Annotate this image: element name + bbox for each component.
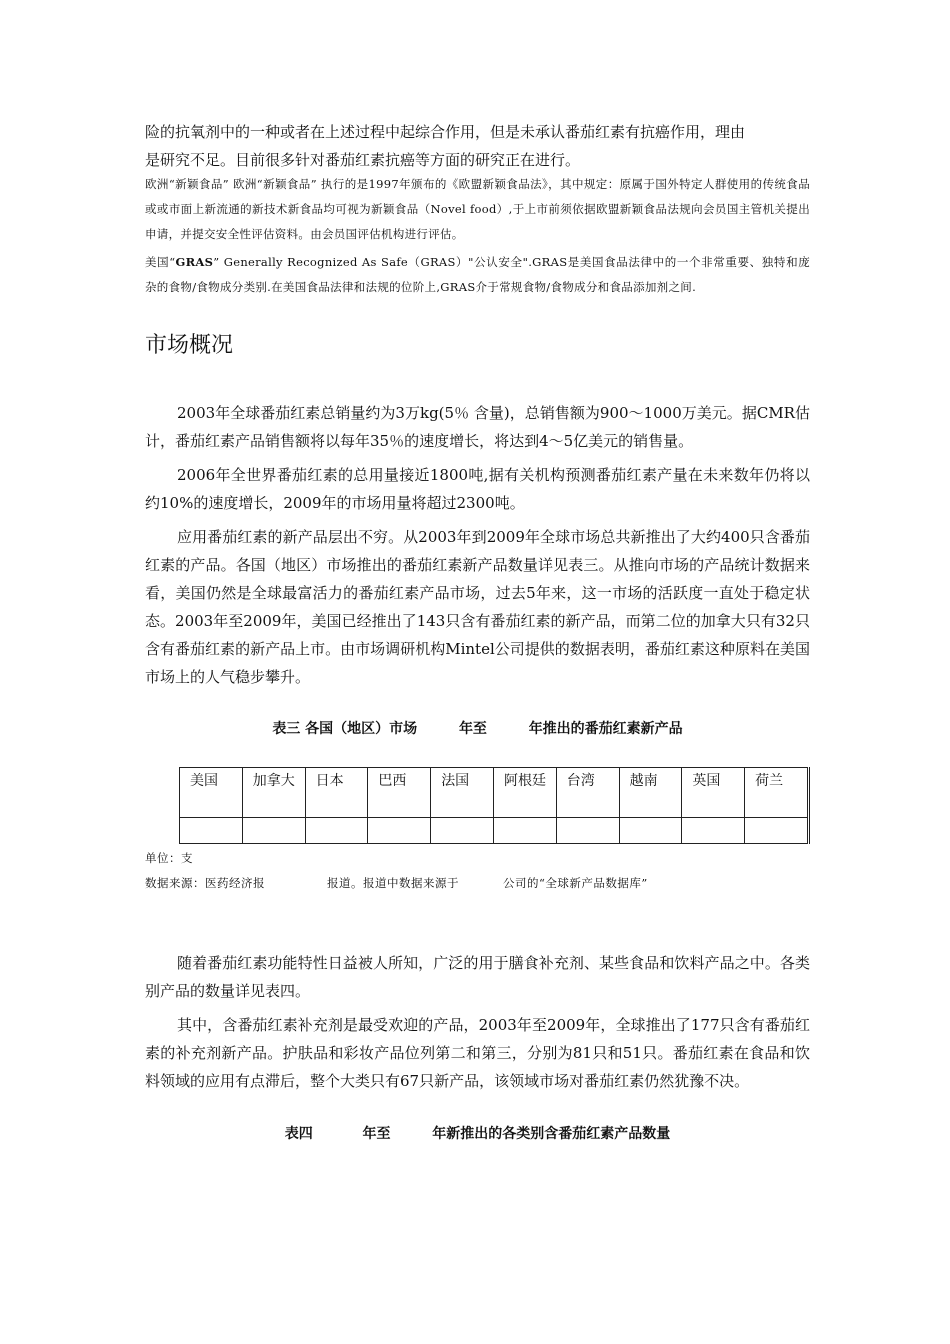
paragraph-supplements: 其中，含番茄红素补充剂是最受欢迎的产品，2003年至2009年，全球推出了177只含有番茄红素的补充剂新产品。护肤品和彩妆产品位列第二和第三，分别为81只和51只。番茄红素在食品和饮料领域的应用有点滞后，整个大类只有67只新产品，该领域市场对番茄红素仍然犹豫不决。 xyxy=(145,1016,810,1090)
table3-header-cell: 日本 xyxy=(305,768,368,818)
table3-header-cell: 加拿大 xyxy=(242,768,305,818)
table3-header-cell: 阿根廷 xyxy=(493,768,556,818)
table3-value-row xyxy=(180,818,809,844)
intro-line-2: 是研究不足。目前很多针对番茄红素抗癌等方面的研究正在进行。 xyxy=(145,151,581,169)
table3-value-cell xyxy=(305,818,368,844)
paragraph-categories: 随着番茄红素功能特性日益被人所知，广泛的用于膳食补充剂、某些食品和饮料产品之中。各类别产品的数量详见表四。 xyxy=(145,954,810,1000)
gras-prefix: 美国“ xyxy=(145,255,176,269)
table3-caption-b: 年至 xyxy=(458,721,487,737)
table3-source-a: 数据来源：医药经济报 xyxy=(145,876,265,890)
table3-value-cell xyxy=(431,818,494,844)
table3-unit: 单位：支 xyxy=(145,851,193,865)
table3-value-cell xyxy=(493,818,556,844)
table3-value-cell xyxy=(619,818,682,844)
table3-caption-a: 表三 各国（地区）市场 xyxy=(272,721,418,737)
table3-value-cell xyxy=(745,818,809,844)
table3-header-cell: 法国 xyxy=(431,768,494,818)
table3-caption-c: 年推出的番茄红素新产品 xyxy=(528,721,683,737)
table3-header-cell: 巴西 xyxy=(368,768,431,818)
table3-header-cell: 美国 xyxy=(180,768,243,818)
table3-header-cell: 英国 xyxy=(682,768,745,818)
table3-value-cell xyxy=(368,818,431,844)
table3-value-cell xyxy=(242,818,305,844)
intro-line-1: 险的抗氧剂中的一种或者在上述过程中起综合作用，但是未承认番茄红素有抗癌作用，理由 xyxy=(145,123,746,141)
table3-caption xyxy=(145,718,810,738)
paragraph-sales: 2003年全球番茄红素总销量约为3万kg(5％ 含量)，总销售额为900～1000万美元。据CMR估计，番茄红素产品销售额将以每年35％的速度增长，将达到4～5亿美元的销售量。 xyxy=(145,404,810,450)
table3-header-cell: 越南 xyxy=(619,768,682,818)
gras-bold: GRAS xyxy=(175,255,214,269)
table4-caption-a: 表四 xyxy=(284,1126,313,1142)
section-heading: 市场概况 xyxy=(145,333,234,358)
document-page xyxy=(145,118,810,1143)
table4-caption-c: 年新推出的各类别含番茄红素产品数量 xyxy=(432,1126,671,1142)
table4-caption xyxy=(145,1123,810,1143)
note-gras xyxy=(145,250,810,300)
paragraph-usage: 2006年全世界番茄红素的总用量接近1800吨,据有关机构预测番茄红素产量在未来数年仍将以约10%的速度增长，2009年的市场用量将超过2300吨。 xyxy=(145,466,810,512)
paragraph-new-products: 应用番茄红素的新产品层出不穷。从2003年到2009年全球市场总共新推出了大约400只含番茄红素的产品。各国（地区）市场推出的番茄红素新产品数量详见表三。从推向市场的产品统计数据来看，美国仍然是全球最富活力的番茄红素产品市场，过去5年来，这一市场的活跃度一直处于稳定状态。2003年至2009年，美国已经推出了143只含有番茄红素的新产品，而第二位的加拿大只有32只含有番茄红素的新产品上市。由市场调研机构Mintel公司提供的数据表明，番茄红素这种原料在美国市场上的人气稳步攀升。 xyxy=(145,528,810,686)
note-eu-novel-food: 欧洲“新颖食品” 欧洲“新颖食品” 执行的是1997年颁布的《欧盟新颖食品法》，其中规定：原属于国外特定人群使用的传统食品或或市面上新流通的新技术新食品均可视为新颖食品（Novel food）,于上市前须依据欧盟新颖食品法规向会员国主管机关提出申请，并提交安全性评估资料。由会员国评估机构进行评估。 xyxy=(145,177,810,241)
table3-source-c: 公司的“全球新产品数据库” xyxy=(503,876,648,890)
table3-value-cell xyxy=(682,818,745,844)
table3-source-b: 报道。报道中数据来源于 xyxy=(327,876,459,890)
table3 xyxy=(179,767,810,844)
table3-value-cell xyxy=(556,818,619,844)
table4-caption-b: 年至 xyxy=(362,1126,391,1142)
gras-text: ” Generally Recognized As Safe（GRAS）"公认安全".GRAS是美国食品法律中的一个非常重要、独特和庞杂的食物/食物成分类别.在美国食品法律和法规的位阶上,GRAS介于常规食物/食物成分和食品添加剂之间. xyxy=(145,255,810,294)
table3-header-cell: 荷兰 xyxy=(745,768,809,818)
table3-source xyxy=(145,871,810,896)
table3-header-row xyxy=(180,768,809,818)
table3-header-cell: 台湾 xyxy=(556,768,619,818)
table3-value-cell xyxy=(180,818,243,844)
